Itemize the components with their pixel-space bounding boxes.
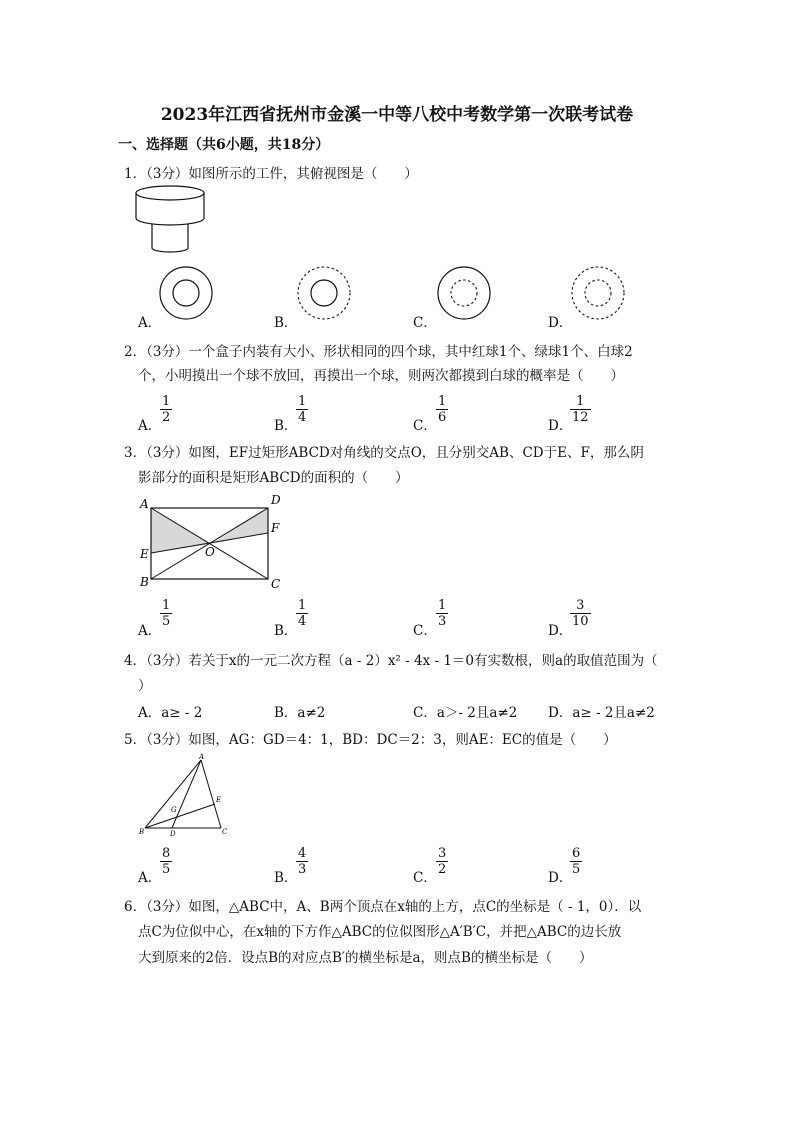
q5-option-a-fraction: $\frac{8}{5}$ [162, 846, 171, 877]
q3-stem-line1: 3．（3分）如图，EF过矩形ABCD对角线的交点O，且分别交AB、CD于E、F，那么阴 [124, 445, 644, 461]
q5-label-c: C [222, 828, 228, 836]
q2-option-c-fraction: $\frac{1}{6}$ [438, 394, 447, 425]
q5-option-c[interactable]: C． [413, 870, 437, 886]
q6-stem-line3: 大到原来的2倍．设点B的对应点B′的横坐标是a，则点B的横坐标是（ ） [138, 950, 593, 966]
q3-label-c: C [271, 577, 281, 591]
q4-stem-line1: 4．（3分）若关于x的一元二次方程（a - 2）x² - 4x - 1＝0有实数根，则a的取值范围为（ [124, 653, 658, 669]
q5-label-b: B [139, 828, 145, 836]
q5-triangle-figure [135, 752, 235, 838]
q3-option-a-fraction: $\frac{1}{5}$ [162, 598, 171, 629]
q3-option-a[interactable]: A． [138, 623, 162, 639]
q4-option-b[interactable]: B．a≠2 [274, 705, 326, 721]
q3-label-o: O [205, 545, 215, 559]
q5-stem: 5．（3分）如图，AG：GD＝4：1，BD：DC＝2：3，则AE：EC的值是（ ） [124, 732, 617, 748]
q1-workpiece-figure [130, 185, 220, 260]
q1-option-a[interactable]: A． [138, 315, 162, 331]
q2-stem-line1: 2．（3分）一个盒子内装有大小、形状相同的四个球，其中红球1个、绿球1个、白球2 [124, 344, 633, 360]
q3-label-d: D [271, 493, 281, 507]
q3-label-f: F [271, 521, 280, 535]
section-heading: 一、选择题（共6小题，共18分） [118, 137, 330, 153]
q2-option-a[interactable]: A． [138, 418, 162, 434]
q3-option-b[interactable]: B． [274, 623, 298, 639]
q1-option-c-figure [436, 265, 492, 321]
q5-label-g: G [171, 806, 177, 814]
q2-option-b-fraction: $\frac{1}{4}$ [298, 394, 307, 425]
q1-stem: 1．（3分）如图所示的工件，其俯视图是（ ） [124, 166, 418, 182]
q5-label-a: A [199, 753, 205, 761]
q3-option-d[interactable]: D． [548, 623, 573, 639]
q2-option-b[interactable]: B． [274, 418, 298, 434]
q3-option-c-fraction: $\frac{1}{3}$ [438, 598, 447, 629]
q3-stem-line2: 影部分的面积是矩形ABCD的面积的（ ） [138, 470, 409, 486]
q5-option-a[interactable]: A． [138, 870, 162, 886]
q3-label-b: B [140, 575, 149, 589]
q3-rectangle-figure [134, 492, 294, 592]
q4-stem-line2: ） [138, 678, 152, 694]
q5-option-b[interactable]: B． [274, 870, 298, 886]
q6-stem-line1: 6．（3分）如图，△ABC中，A、B两个顶点在x轴的上方，点C的坐标是（ - 1，0）．以 [124, 899, 642, 915]
q5-label-e: E [216, 796, 222, 804]
q5-label-d: D [170, 830, 176, 838]
q1-option-d[interactable]: D． [548, 315, 573, 331]
page-title: 2023年江西省抚州市金溪一中等八校中考数学第一次联考试卷 [160, 105, 634, 125]
q2-stem-line2: 个，小明摸出一个球不放回，再摸出一个球，则两次都摸到白球的概率是（ ） [138, 368, 624, 384]
q3-option-b-fraction: $\frac{1}{4}$ [298, 598, 307, 629]
q6-stem-line2: 点C为位似中心，在x轴的下方作△ABC的位似图形△A′B′C，并把△ABC的边长放 [138, 924, 622, 940]
q2-option-c[interactable]: C． [413, 418, 437, 434]
q2-option-d[interactable]: D． [548, 418, 573, 434]
q3-option-c[interactable]: C． [413, 623, 437, 639]
q5-option-d[interactable]: D． [548, 870, 573, 886]
q2-option-d-fraction: $\frac{1}{12}$ [572, 394, 589, 425]
q4-option-a[interactable]: A．a≥ - 2 [138, 705, 203, 721]
q1-option-a-figure [158, 265, 214, 321]
q3-label-a: A [140, 497, 149, 511]
q1-option-b-figure [296, 265, 352, 321]
q1-option-d-figure [570, 265, 626, 321]
q5-option-d-fraction: $\frac{6}{5}$ [572, 846, 581, 877]
q5-option-c-fraction: $\frac{3}{2}$ [438, 846, 447, 877]
q3-option-d-fraction: $\frac{3}{10}$ [572, 598, 589, 629]
q4-option-c[interactable]: C．a＞- 2且a≠2 [413, 705, 518, 721]
q3-label-e: E [140, 547, 149, 561]
q4-option-d[interactable]: D．a≥ - 2且a≠2 [548, 705, 655, 721]
q5-option-b-fraction: $\frac{4}{3}$ [298, 846, 307, 877]
q1-option-c[interactable]: C． [413, 315, 437, 331]
q1-option-b[interactable]: B． [274, 315, 298, 331]
q2-option-a-fraction: $\frac{1}{2}$ [162, 394, 171, 425]
